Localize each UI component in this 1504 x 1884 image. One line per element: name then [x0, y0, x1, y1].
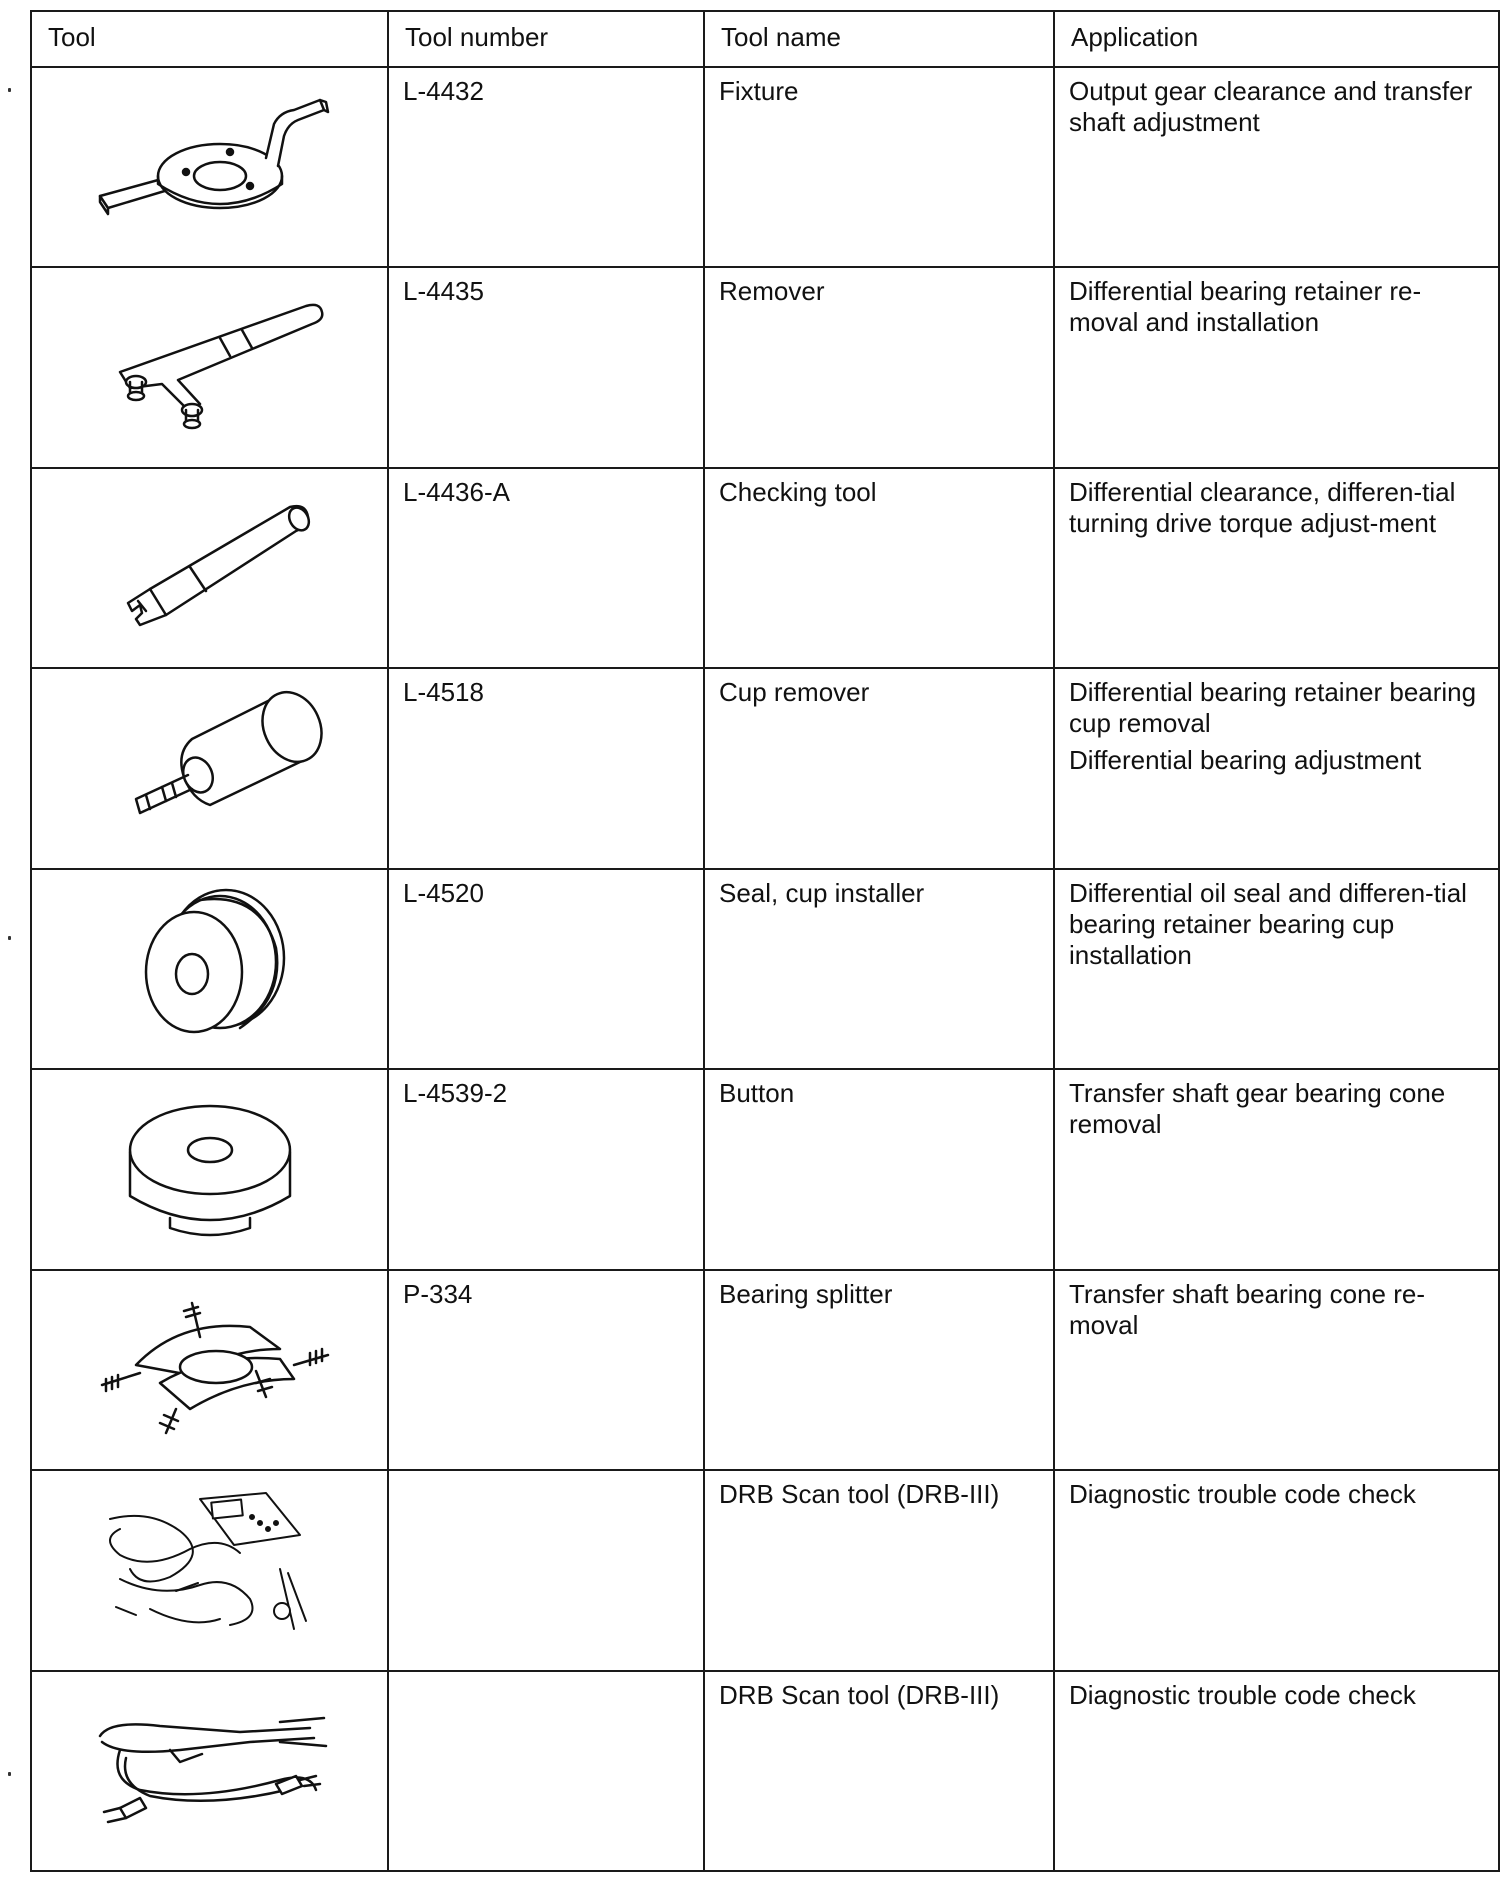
tool-number: L-4432 [388, 67, 704, 267]
application-line: Differential bearing retainer re-moval and installation [1069, 276, 1422, 338]
table-row [31, 468, 1499, 668]
cup-remover-icon [80, 677, 340, 847]
tool-number [388, 1470, 704, 1670]
special-tools-sheet [30, 10, 1500, 1872]
tool-name: DRB Scan tool (DRB-III) [704, 1671, 1054, 1872]
tool-application [1054, 668, 1499, 868]
application-line: Differential bearing retainer bearing cup removal [1069, 677, 1477, 739]
table-row [31, 267, 1499, 467]
tool-name: Seal, cup installer [704, 869, 1054, 1069]
tool-image-cell [31, 1069, 388, 1269]
tool-application [1054, 67, 1499, 267]
remover-icon [80, 276, 340, 446]
tool-application [1054, 468, 1499, 668]
tool-application [1054, 869, 1499, 1069]
tool-image-cell [31, 267, 388, 467]
tool-number: L-4539-2 [388, 1069, 704, 1269]
application-line: Differential oil seal and differen-tial bearing retainer bearing cup installation [1069, 877, 1467, 970]
tool-name: Checking tool [704, 468, 1054, 668]
table-row [31, 668, 1499, 868]
header-application: Application [1054, 11, 1499, 67]
scan-speck [8, 88, 11, 92]
header-tool: Tool [31, 11, 388, 67]
tool-name: Remover [704, 267, 1054, 467]
application-line: Differential clearance, differen-tial turning drive torque adjust-ment [1069, 476, 1456, 538]
fixture-icon [80, 76, 340, 246]
tool-number [388, 1671, 704, 1872]
application-line: Differential bearing adjustment [1069, 745, 1422, 776]
button-icon [80, 1078, 340, 1248]
tool-image-cell [31, 67, 388, 267]
tool-name: DRB Scan tool (DRB-III) [704, 1470, 1054, 1670]
application-line: Diagnostic trouble code check [1069, 1679, 1416, 1710]
table-row [31, 67, 1499, 267]
tool-application [1054, 267, 1499, 467]
tool-image-cell [31, 1270, 388, 1470]
tool-number: P-334 [388, 1270, 704, 1470]
tool-number: L-4435 [388, 267, 704, 467]
tool-number: L-4520 [388, 869, 704, 1069]
application-line: Diagnostic trouble code check [1069, 1479, 1416, 1510]
tool-image-cell [31, 869, 388, 1069]
seal-cup-installer-icon [80, 878, 340, 1048]
application-line: Transfer shaft gear bearing cone removal [1069, 1078, 1446, 1140]
table-row [31, 1270, 1499, 1470]
table-row [31, 1671, 1499, 1872]
tool-application [1054, 1470, 1499, 1670]
tool-image-cell [31, 668, 388, 868]
table-row [31, 869, 1499, 1069]
table-row [31, 1470, 1499, 1670]
application-line: Transfer shaft bearing cone re-moval [1069, 1278, 1425, 1340]
tool-name: Fixture [704, 67, 1054, 267]
tool-image-cell [31, 468, 388, 668]
header-tool-number: Tool number [388, 11, 704, 67]
drb-scan-tool-cable-icon [80, 1680, 340, 1850]
tool-application [1054, 1270, 1499, 1470]
tool-application [1054, 1671, 1499, 1872]
tool-image-cell [31, 1671, 388, 1872]
tool-application [1054, 1069, 1499, 1269]
tool-number: L-4518 [388, 668, 704, 868]
table-header-row [31, 11, 1499, 67]
tool-name: Bearing splitter [704, 1270, 1054, 1470]
tool-name: Button [704, 1069, 1054, 1269]
tool-name: Cup remover [704, 668, 1054, 868]
checking-tool-icon [80, 477, 340, 647]
header-tool-name: Tool name [704, 11, 1054, 67]
bearing-splitter-icon [80, 1279, 340, 1449]
application-line: Output gear clearance and transfer shaft adjustment [1069, 76, 1473, 137]
scan-speck [8, 936, 11, 940]
drb-scan-tool-kit-icon [80, 1479, 340, 1649]
scan-speck [8, 1772, 11, 1776]
tool-image-cell [31, 1470, 388, 1670]
special-tools-table [30, 10, 1500, 1872]
table-row [31, 1069, 1499, 1269]
tool-number: L-4436-A [388, 468, 704, 668]
